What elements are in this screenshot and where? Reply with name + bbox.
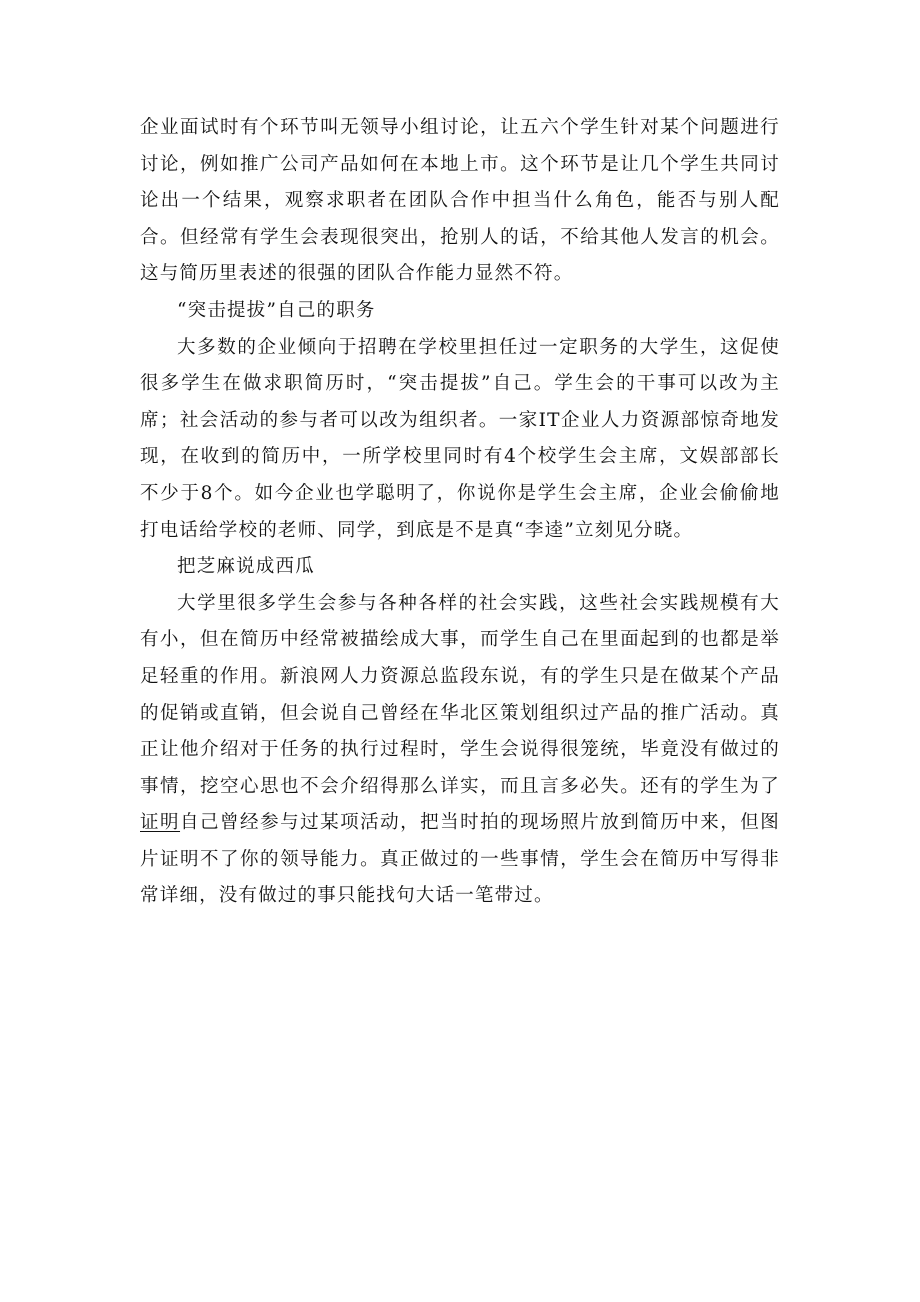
section-heading-promotion: “突击提拔”自己的职务 [177,299,376,321]
paragraph-group-discussion: 企业面试时有个环节叫无领导小组讨论，让五六个学生针对某个问题进行讨论，例如推广公司产品如何在本地上市。这个环节是让几个学生共同讨论出一个结果，观察求职者在团队合作中担当什么角色，能否与别人配合。但经常有学生会表现很突出，抢别人的话，不给其他人发言的机会。这与简历里表述的很强的团队合作能力显然不符。 [140,117,780,285]
section-heading-exaggeration: 把芝麻说成西瓜 [177,556,315,578]
paragraph-exaggeration-part-2: 自己曾经参与过某项活动，把当时拍的现场照片放到简历中来，但图片证明不了你的领导能力。真正做过的一些事情，学生会在简历中写得非常详细，没有做过的事只能找句大话一笔带过。 [140,812,780,907]
underlined-word: 证明 [140,812,181,834]
document-body [140,110,780,915]
paragraph-exaggeration [140,586,780,915]
paragraph-promotion: 大多数的企业倾向于招聘在学校里担任过一定职务的大学生，这促使很多学生在做求职简历时，“突击提拔”自己。学生会的干事可以改为主席；社会活动的参与者可以改为组织者。一家IT企业人力资源部惊奇地发现，在收到的简历中，一所学校里同时有4个校学生会主席，文娱部部长不少于8个。如今企业也学聪明了，你说你是学生会主席，企业会偷偷地打电话给学校的老师、同学，到底是不是真“李逵”立刻见分晓。 [140,336,780,541]
paragraph-exaggeration-part-1: 大学里很多学生会参与各种各样的社会实践，这些社会实践规模有大有小，但在简历中经常被描绘成大事，而学生自己在里面起到的也都是举足轻重的作用。新浪网人力资源总监段东说，有的学生只是在做某个产品的促销或直销，但会说自己曾经在华北区策划组织过产品的推广活动。真正让他介绍对于任务的执行过程时，学生会说得很笼统，毕竟没有做过的事情，挖空心思也不会介绍得那么详实，而且言多必失。还有的学生为了 [140,592,780,797]
